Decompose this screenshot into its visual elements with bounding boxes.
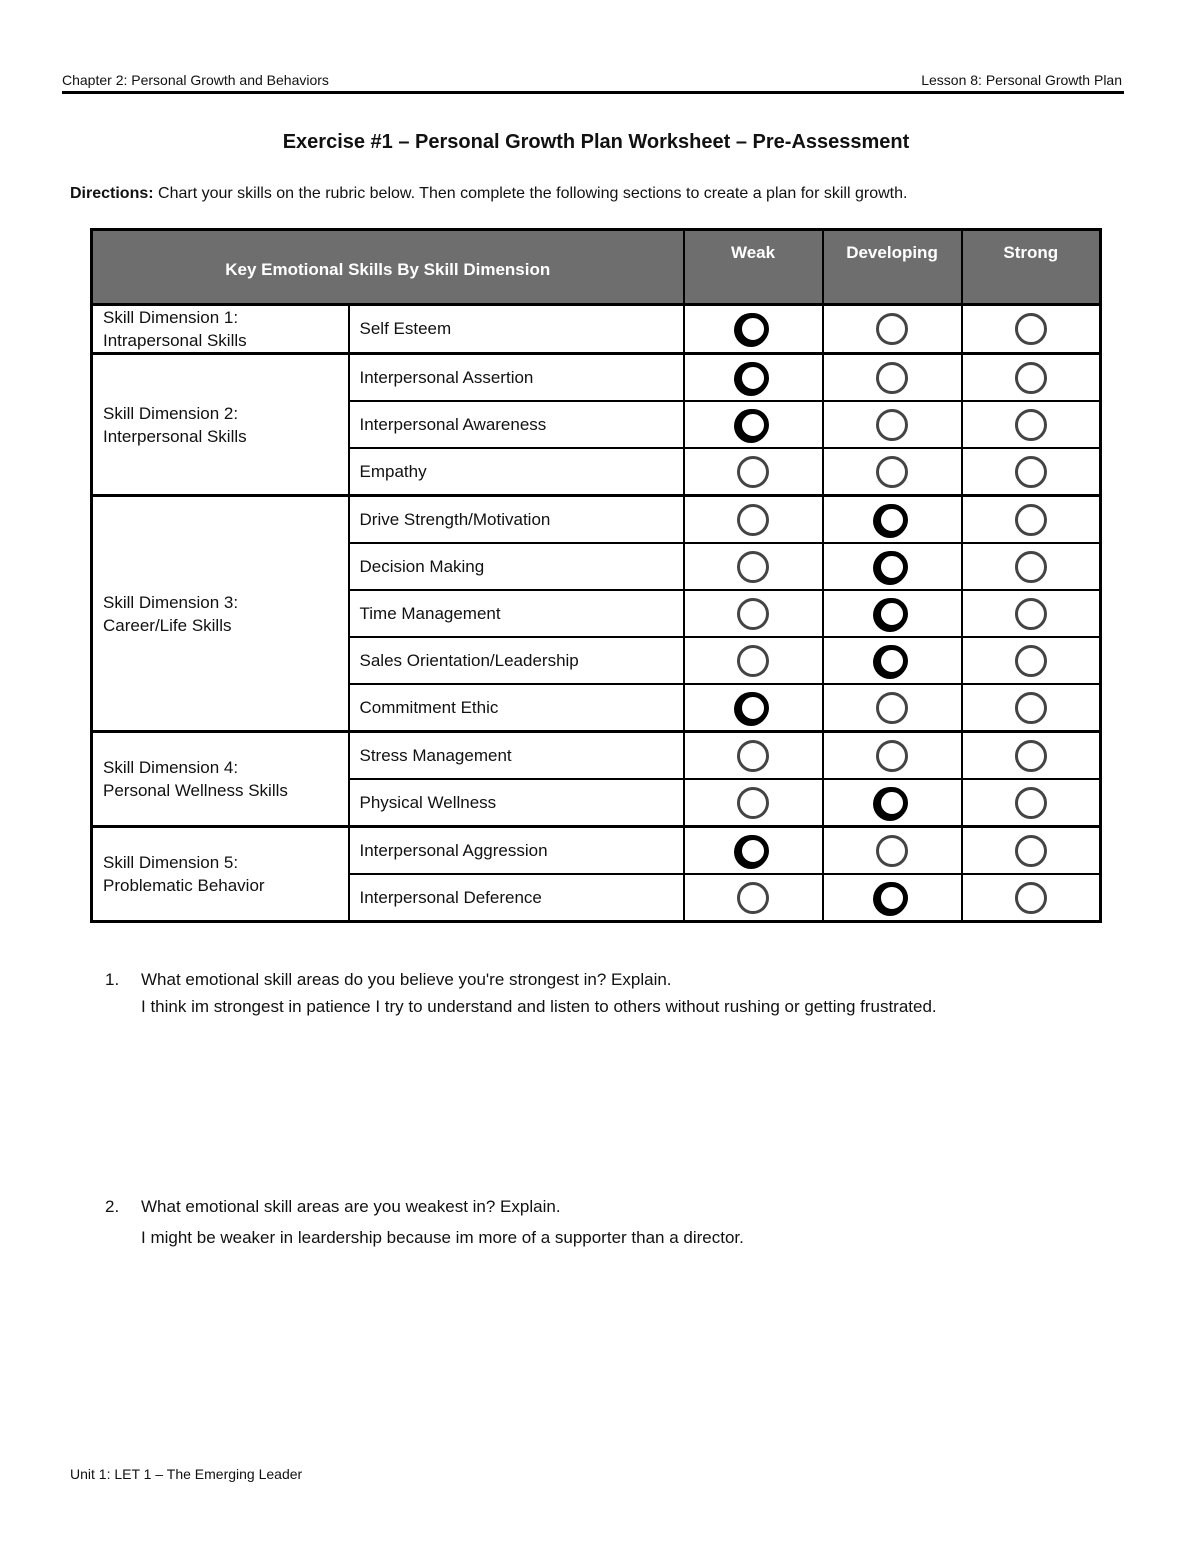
- rating-circle[interactable]: [1015, 598, 1047, 630]
- skill-name: Interpersonal Assertion: [349, 354, 684, 402]
- rating-circle-selected[interactable]: [876, 882, 908, 914]
- rating-circle[interactable]: [876, 313, 908, 345]
- rating-circle-selected[interactable]: [737, 692, 769, 724]
- dimension-2-cell: [92, 354, 349, 496]
- rating-cell-developing: [823, 732, 962, 780]
- rating-cell-strong: [962, 637, 1101, 684]
- rating-circle-selected[interactable]: [876, 598, 908, 630]
- rating-cell-weak: [684, 732, 823, 780]
- dimension-2-name: Interpersonal Skills: [103, 426, 247, 446]
- rating-cell-strong: [962, 543, 1101, 590]
- rating-circle[interactable]: [876, 456, 908, 488]
- skills-rubric-table: [90, 228, 1102, 923]
- skill-name: Time Management: [349, 590, 684, 637]
- rating-cell-developing: [823, 827, 962, 875]
- rating-circle[interactable]: [1015, 362, 1047, 394]
- rating-cell-developing: [823, 874, 962, 922]
- rating-circle[interactable]: [1015, 740, 1047, 772]
- header-weak: Weak: [684, 230, 823, 305]
- rating-circle-selected[interactable]: [876, 787, 908, 819]
- table-row: [92, 496, 1101, 544]
- dimension-3-cell: [92, 496, 349, 732]
- skill-name: Interpersonal Awareness: [349, 401, 684, 448]
- rating-circle-selected[interactable]: [737, 362, 769, 394]
- skill-name: Interpersonal Aggression: [349, 827, 684, 875]
- rating-circle[interactable]: [876, 740, 908, 772]
- dimension-1-cell: [92, 305, 349, 354]
- rating-circle-selected[interactable]: [876, 645, 908, 677]
- table-header-row: [92, 230, 1101, 305]
- rating-circle[interactable]: [737, 882, 769, 914]
- page-title: Exercise #1 – Personal Growth Plan Worksheet – Pre-Assessment: [282, 131, 910, 153]
- rating-circle[interactable]: [1015, 551, 1047, 583]
- rating-cell-strong: [962, 448, 1101, 496]
- skill-name: Commitment Ethic: [349, 684, 684, 732]
- table-row: [92, 827, 1101, 875]
- rating-cell-developing: [823, 543, 962, 590]
- header-chapter: Chapter 2: Personal Growth and Behaviors: [62, 72, 329, 88]
- rating-circle[interactable]: [1015, 692, 1047, 724]
- rating-circle-selected[interactable]: [876, 551, 908, 583]
- rating-cell-strong: [962, 590, 1101, 637]
- skill-name: Interpersonal Deference: [349, 874, 684, 922]
- rating-cell-developing: [823, 401, 962, 448]
- question-1-number: 1.: [105, 970, 120, 989]
- table-row: [92, 732, 1101, 780]
- rating-circle[interactable]: [1015, 409, 1047, 441]
- header-divider: [62, 91, 1124, 94]
- rating-circle[interactable]: [1015, 787, 1047, 819]
- directions-text: Chart your skills on the rubric below. Then complete the following sections to create a plan for skill growth.: [153, 185, 908, 202]
- question-2-number: 2.: [105, 1197, 120, 1216]
- directions: [70, 185, 907, 203]
- rating-cell-strong: [962, 354, 1101, 402]
- header-developing: Developing: [823, 230, 962, 305]
- header-lesson: Lesson 8: Personal Growth Plan: [921, 72, 1122, 88]
- question-2-text: What emotional skill areas are you weakest in? Explain.: [141, 1197, 561, 1216]
- directions-label: Directions:: [70, 185, 154, 202]
- rating-cell-weak: [684, 543, 823, 590]
- rating-cell-strong: [962, 401, 1101, 448]
- rating-cell-developing: [823, 354, 962, 402]
- rating-cell-strong: [962, 684, 1101, 732]
- rating-circle-selected[interactable]: [737, 313, 769, 345]
- question-1-text: What emotional skill areas do you believe you're strongest in? Explain.: [141, 970, 672, 989]
- rating-circle[interactable]: [1015, 882, 1047, 914]
- dimension-4-name: Personal Wellness Skills: [103, 781, 288, 800]
- rating-cell-weak: [684, 496, 823, 544]
- rating-circle[interactable]: [737, 551, 769, 583]
- rating-circle-selected[interactable]: [737, 835, 769, 867]
- dimension-1-title: Skill Dimension 1:: [103, 308, 239, 327]
- rating-cell-strong: [962, 874, 1101, 922]
- rating-circle-selected[interactable]: [737, 409, 769, 441]
- rating-cell-weak: [684, 448, 823, 496]
- rating-cell-developing: [823, 590, 962, 637]
- rating-circle[interactable]: [876, 362, 908, 394]
- rating-cell-developing: [823, 684, 962, 732]
- skill-name: Sales Orientation/Leadership: [349, 637, 684, 684]
- rating-circle[interactable]: [737, 598, 769, 630]
- header-strong: Strong: [962, 230, 1101, 305]
- rating-circle[interactable]: [737, 787, 769, 819]
- rating-circle[interactable]: [876, 835, 908, 867]
- rating-cell-weak: [684, 590, 823, 637]
- rating-cell-strong: [962, 779, 1101, 827]
- footer-unit: Unit 1: LET 1 – The Emerging Leader: [70, 1466, 303, 1482]
- dimension-5-cell: [92, 827, 349, 922]
- rating-circle[interactable]: [1015, 504, 1047, 536]
- rating-cell-strong: [962, 732, 1101, 780]
- rating-circle[interactable]: [876, 409, 908, 441]
- rating-circle[interactable]: [876, 692, 908, 724]
- skill-name: Stress Management: [349, 732, 684, 780]
- header-key-skills: Key Emotional Skills By Skill Dimension: [92, 230, 684, 305]
- dimension-1-name: Intrapersonal Skills: [103, 331, 247, 350]
- dimension-3-name: Career/Life Skills: [103, 615, 232, 635]
- rating-circle[interactable]: [1015, 645, 1047, 677]
- rating-circle[interactable]: [1015, 456, 1047, 488]
- rating-circle[interactable]: [1015, 313, 1047, 345]
- rating-circle[interactable]: [737, 645, 769, 677]
- rating-cell-developing: [823, 779, 962, 827]
- dimension-4-cell: [92, 732, 349, 827]
- rating-circle[interactable]: [737, 456, 769, 488]
- rating-circle[interactable]: [737, 504, 769, 536]
- rating-cell-weak: [684, 305, 823, 354]
- skill-name: Decision Making: [349, 543, 684, 590]
- rating-cell-weak: [684, 874, 823, 922]
- rating-cell-weak: [684, 684, 823, 732]
- answer-2[interactable]: I might be weaker in leardership because im more of a supporter than a director.: [141, 1228, 744, 1247]
- answer-1[interactable]: I think im strongest in patience I try to understand and listen to others without rushing or getting frustrated.: [141, 997, 937, 1016]
- dimension-4-title: Skill Dimension 4:: [103, 758, 239, 777]
- skill-name: Empathy: [349, 448, 684, 496]
- skill-name: Drive Strength/Motivation: [349, 496, 684, 544]
- rating-cell-strong: [962, 305, 1101, 354]
- rating-cell-developing: [823, 305, 962, 354]
- dimension-2-title: Skill Dimension 2:: [103, 403, 239, 423]
- dimension-5-name: Problematic Behavior: [103, 876, 265, 895]
- rating-cell-strong: [962, 496, 1101, 544]
- skill-name: Physical Wellness: [349, 779, 684, 827]
- rating-circle-selected[interactable]: [876, 504, 908, 536]
- table-row: [92, 305, 1101, 354]
- dimension-5-title: Skill Dimension 5:: [103, 853, 239, 872]
- rating-cell-strong: [962, 827, 1101, 875]
- rating-cell-developing: [823, 448, 962, 496]
- rating-cell-weak: [684, 401, 823, 448]
- rating-cell-developing: [823, 496, 962, 544]
- rating-cell-weak: [684, 827, 823, 875]
- skill-name: Self Esteem: [349, 305, 684, 354]
- dimension-3-title: Skill Dimension 3:: [103, 592, 239, 612]
- rating-circle[interactable]: [1015, 835, 1047, 867]
- rating-cell-weak: [684, 637, 823, 684]
- table-row: [92, 354, 1101, 402]
- rating-circle[interactable]: [737, 740, 769, 772]
- rating-cell-weak: [684, 354, 823, 402]
- rating-cell-developing: [823, 637, 962, 684]
- rating-cell-weak: [684, 779, 823, 827]
